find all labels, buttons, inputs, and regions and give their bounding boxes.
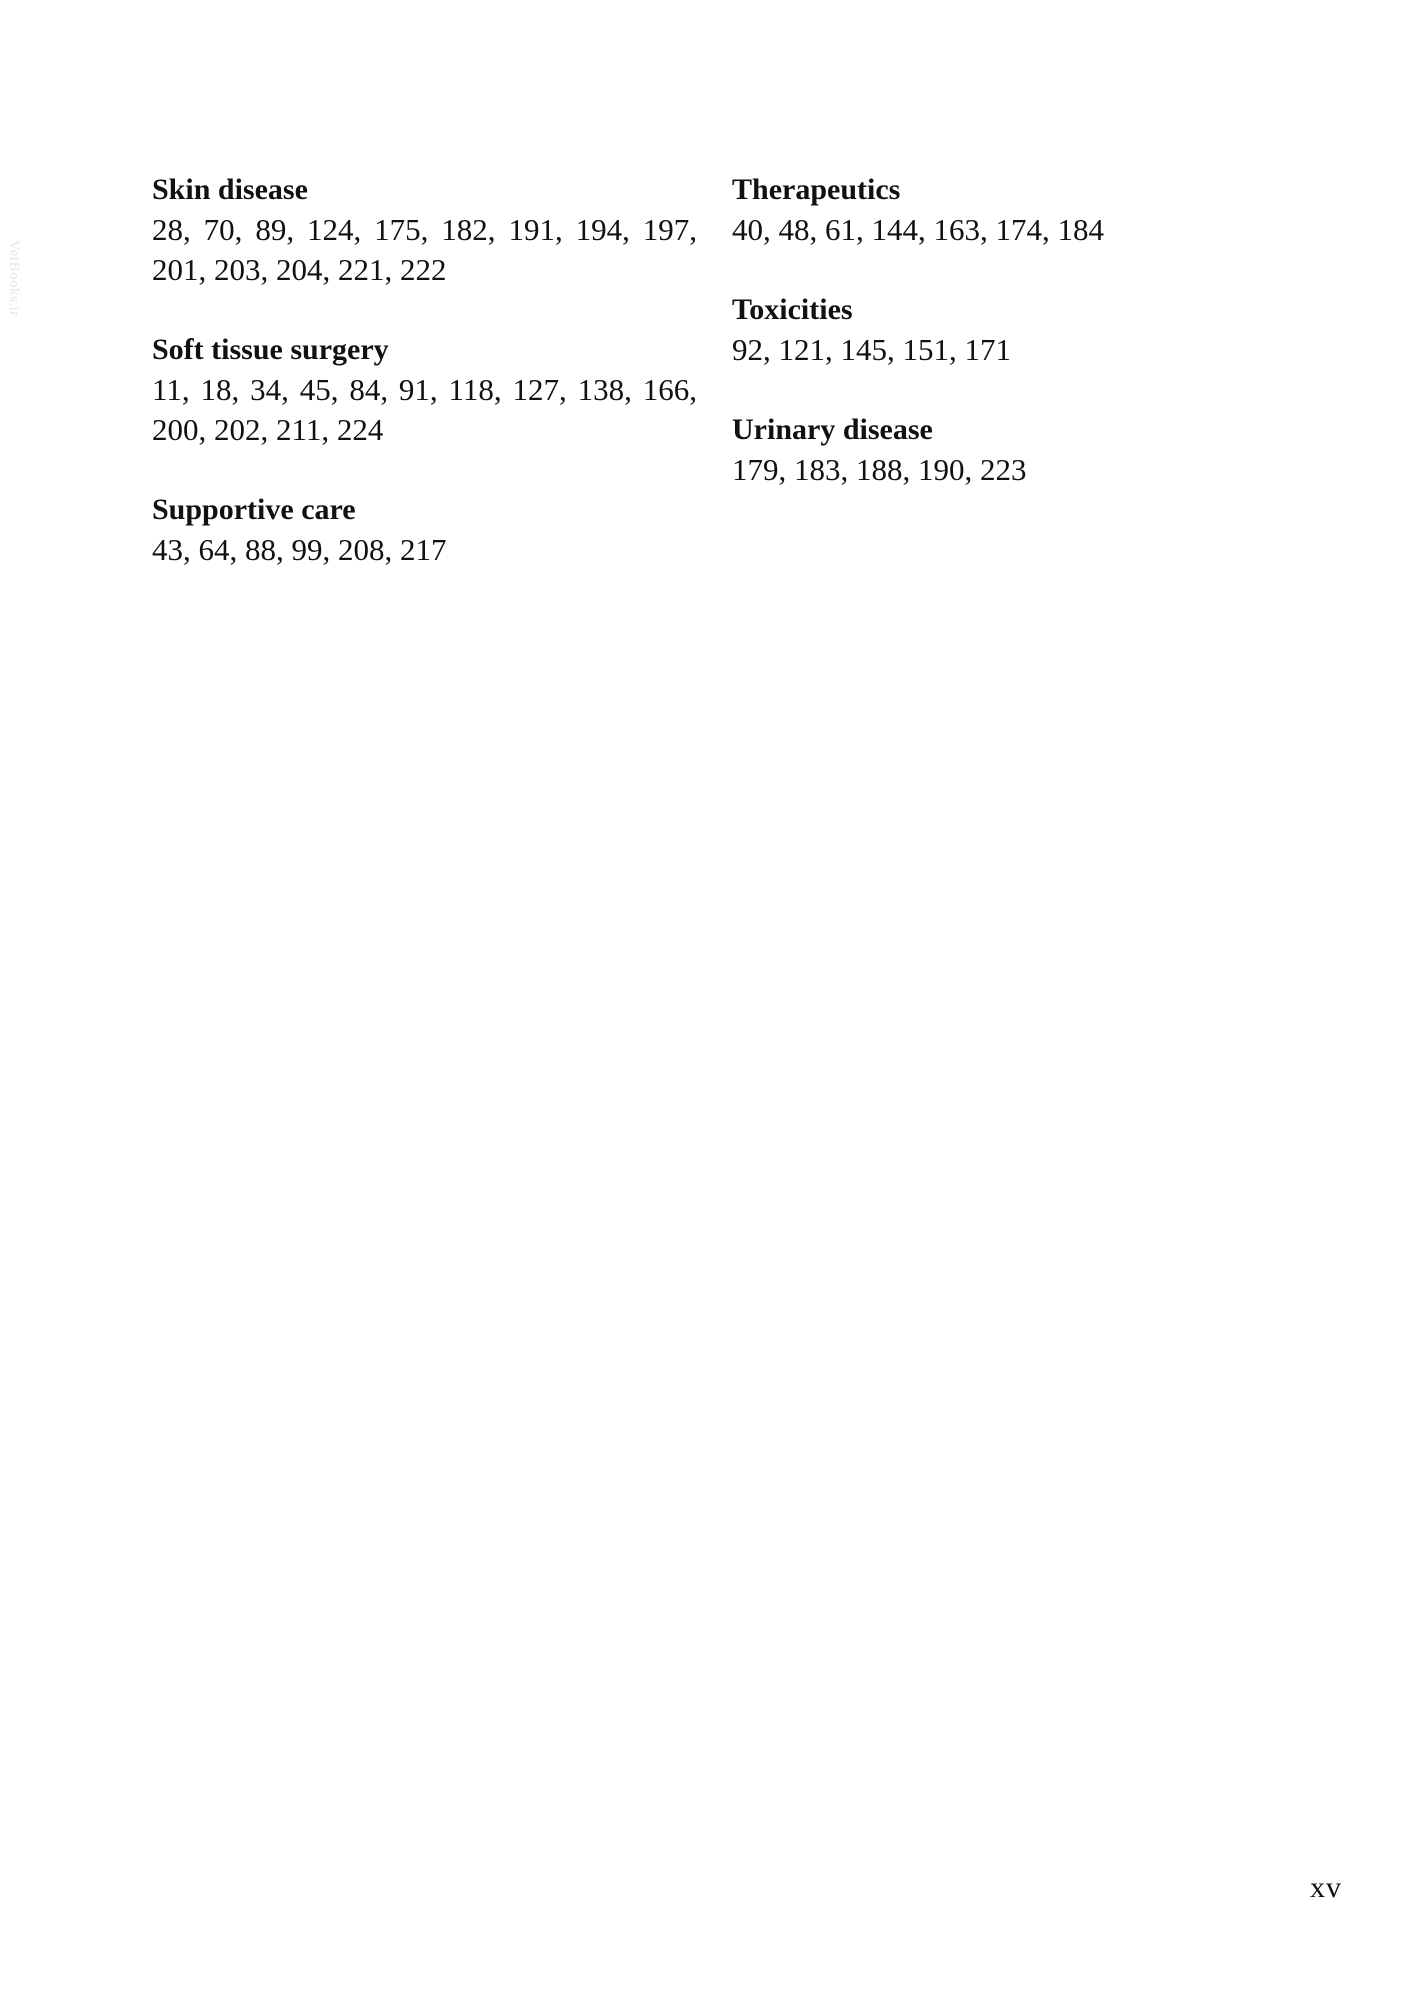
index-heading: Therapeutics [732, 173, 901, 206]
index-entry-therapeutics [732, 170, 1292, 250]
index-references: 11, 18, 34, 45, 84, 91, 118, 127, 138, 166, 200, 202, 211, 224 [152, 372, 697, 447]
index-heading: Supportive care [152, 493, 356, 526]
index-heading: Soft tissue surgery [152, 333, 389, 366]
index-column-left [152, 170, 697, 610]
watermark-text: VetBooks.ir [6, 240, 22, 317]
index-entry-skin-disease [152, 170, 697, 290]
index-heading: Toxicities [732, 293, 853, 326]
index-entry-urinary-disease [732, 410, 1292, 490]
index-references: 92, 121, 145, 151, 171 [732, 332, 1011, 367]
index-heading: Urinary disease [732, 413, 933, 446]
index-references: 43, 64, 88, 99, 208, 217 [152, 532, 447, 567]
index-entry-soft-tissue-surgery [152, 330, 697, 450]
index-column-right [732, 170, 1292, 530]
index-references: 40, 48, 61, 144, 163, 174, 184 [732, 212, 1104, 247]
index-entry-supportive-care [152, 490, 697, 570]
page-number: xv [1310, 1871, 1342, 1904]
index-references: 179, 183, 188, 190, 223 [732, 452, 1027, 487]
index-entry-toxicities [732, 290, 1292, 370]
index-heading: Skin disease [152, 173, 308, 206]
index-references: 28, 70, 89, 124, 175, 182, 191, 194, 197, 201, 203, 204, 221, 222 [152, 212, 697, 287]
